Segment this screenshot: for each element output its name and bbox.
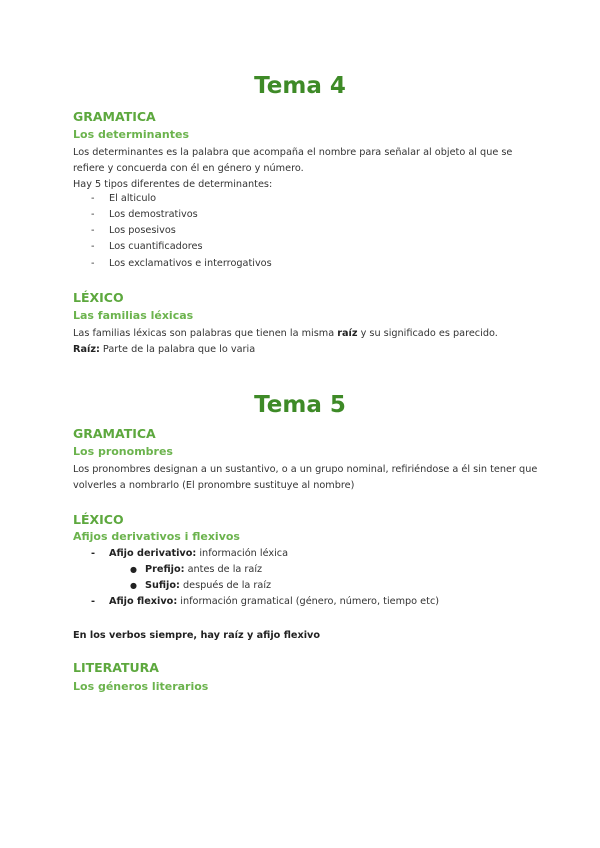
- tema-5-title: Tema 5: [254, 392, 346, 418]
- familias-lexicas-paragraph: Las familias léxicas son palabras que tienen la misma raíz y su significado es parecido.: [73, 328, 498, 339]
- tema-5-lexico-heading: LÉXICO: [73, 512, 124, 527]
- raiz-definition: Raíz: Parte de la palabra que lo varia: [73, 344, 256, 355]
- afijo-derivativo-item: Afijo derivativo: información léxica: [109, 548, 289, 559]
- tema-5-literatura-heading: LITERATURA: [73, 660, 159, 675]
- tema-4-lexico-heading: LÉXICO: [73, 290, 124, 305]
- afijos-subheading: Afijos derivativos i flexivos: [73, 530, 240, 543]
- tema-4-gramatica-heading: GRAMATICA: [73, 109, 156, 124]
- generos-literarios-subheading: Los géneros literarios: [73, 680, 209, 693]
- bullet-dot: ●: [130, 581, 137, 590]
- tema-5-gramatica-heading: GRAMATICA: [73, 426, 156, 441]
- list-dash: -: [91, 225, 95, 236]
- list-dash: -: [91, 548, 96, 559]
- determinantes-paragraph: Los determinantes es la palabra que acompaña el nombre para señalar al objeto al que se refiere y concuerda con él en género y número.: [73, 147, 513, 174]
- list-item: Los cuantificadores: [109, 241, 203, 252]
- pronombres-subheading: Los pronombres: [73, 445, 173, 458]
- list-item: Los exclamativos e interrogativos: [109, 258, 272, 269]
- list-item: El alticulo: [109, 193, 157, 204]
- list-dash: -: [91, 596, 96, 607]
- list-item: Los demostrativos: [109, 209, 198, 220]
- list-dash: -: [91, 258, 95, 269]
- bullet-dot: ●: [130, 565, 137, 574]
- pronombres-paragraph: Los pronombres designan a un sustantivo, o a un grupo nominal, refiriéndose a él sin tener que volverles a nombrarlo (El pronombre sustituye al nombre): [73, 464, 538, 491]
- list-item: Los posesivos: [109, 225, 176, 236]
- sufijo-item: Sufijo: después de la raíz: [145, 580, 272, 591]
- list-dash: -: [91, 209, 95, 220]
- determinantes-subheading: Los determinantes: [73, 128, 190, 141]
- prefijo-item: Prefijo: antes de la raíz: [145, 564, 263, 575]
- familias-lexicas-subheading: Las familias léxicas: [73, 309, 194, 322]
- list-dash: -: [91, 241, 95, 252]
- verbos-note: En los verbos siempre, hay raíz y afijo flexivo: [73, 630, 320, 641]
- list-dash: -: [91, 193, 95, 204]
- afijo-flexivo-item: Afijo flexivo: información gramatical (género, número, tiempo etc): [109, 596, 440, 607]
- determinantes-types-intro: Hay 5 tipos diferentes de determinantes:: [73, 179, 273, 190]
- tema-4-title: Tema 4: [254, 73, 346, 99]
